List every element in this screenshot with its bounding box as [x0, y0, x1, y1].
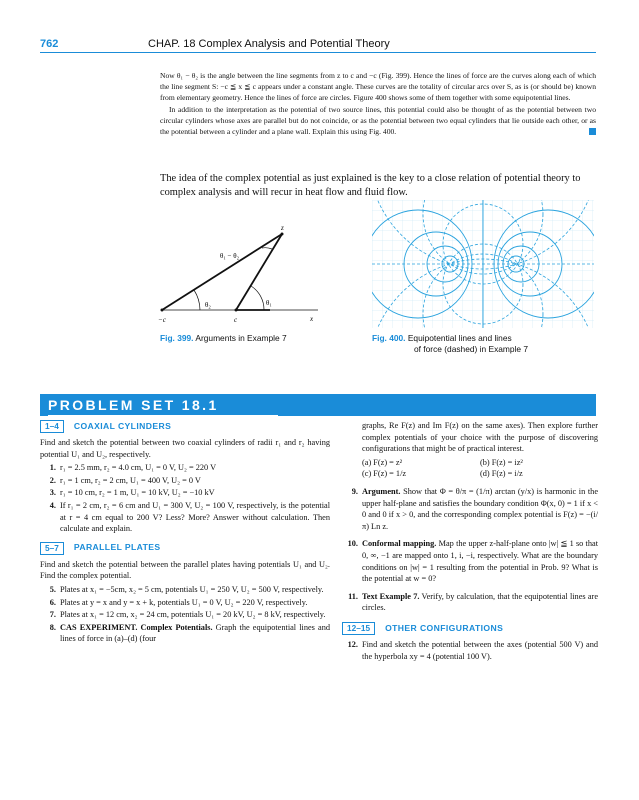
problem-9: [342, 486, 598, 532]
problem-number: 10.: [347, 539, 358, 549]
problem-1: [40, 462, 330, 474]
problem-text: Plates at y = x and y = x + k, potentials U₁ = 0 V, U₂ = 220 V, respectively.: [60, 597, 308, 607]
problem-text: [60, 622, 330, 645]
z-point: [281, 233, 284, 236]
x-label: x: [310, 315, 314, 323]
problem-number: 8.: [49, 622, 56, 632]
fig400-caption-line2: of force (dashed) in Example 7: [414, 344, 529, 354]
idea-paragraph: [160, 172, 596, 200]
intro-paragraph-2-text: In addition to the interpretation as the potential of two source lines, this potential could also be thought of as the potential between two circular cylinders whose axes are parallel but do not coincide, or as the potential between two equal cylinders that lie outside each other, or as the potential between a cylinder and a plane wall. Explain this using Fig. 400.: [160, 104, 596, 137]
fig400-diagram: [372, 200, 594, 328]
section-label: COAXIAL CYLINDERS: [73, 420, 172, 431]
minus-c-point: [161, 309, 164, 312]
c-point: [235, 309, 238, 312]
section-intro: Find and sketch the potential between two coaxial cylinders of radii r₁ and r₂ having potential U₁ and U₂, respectively.: [40, 438, 330, 459]
section-range-box: 5–7: [40, 542, 64, 555]
problem-number: 1.: [49, 463, 56, 473]
fig400-caption: [372, 333, 528, 355]
problem-11: [342, 591, 598, 614]
z-label: z: [281, 224, 284, 232]
problem-5: [40, 584, 330, 596]
problem-6: [40, 597, 330, 609]
idea-text: The idea of the complex potential as just explained is the key to a close relation of potential theory to complex analysis and will recur in heat flow and fluid flow.: [160, 173, 581, 198]
end-of-example-square: [589, 128, 596, 135]
problem-title: Text Example 7.: [362, 591, 420, 601]
segment-minus-c-to-z: [162, 234, 282, 310]
problem-number: 11.: [348, 591, 358, 601]
theta2-label: θ₂: [205, 301, 211, 309]
problem-number: 4.: [49, 500, 56, 510]
running-head: CHAP. 18 Complex Analysis and Potential Theory: [148, 38, 390, 50]
header-rule: [40, 52, 596, 53]
problem-8-continued: graphs, Re F(z) and Im F(z) on the same axes). Then explore further complex potentials of your choice with the purpose of discovering configurations that might be of practical interest.: [362, 421, 598, 454]
fig399-label: Fig. 399.: [160, 333, 194, 343]
problem-title: Conformal mapping.: [362, 539, 437, 549]
theta2-arc: [194, 290, 200, 310]
problem-number: 3.: [49, 488, 56, 498]
problem-8: [40, 622, 330, 645]
problem-number: 12.: [347, 639, 358, 649]
problem-12: [342, 639, 598, 662]
problem-number: 7.: [49, 610, 56, 620]
fig399-caption: [160, 333, 287, 344]
section-intro: Find and sketch the potential between the parallel plates having potentials U₁ and U₂. Find the complex potential.: [40, 559, 330, 581]
part-c: (c) F(z) = 1/z: [362, 469, 407, 479]
problem-4: [40, 500, 330, 535]
problem-text: Find and sketch the potential between the axes (potential 500 V) and the hyperbola xy = 4 (potential 100 V).: [362, 639, 598, 661]
intro-paragraph-2: [160, 104, 596, 138]
problem-set-title-rule: [48, 415, 278, 416]
problem-title: CAS EXPERIMENT. Complex Potentials.: [60, 622, 213, 632]
fig400-label: Fig. 400.: [372, 333, 406, 343]
part-d: (d) F(z) = i/z: [480, 469, 523, 479]
problem-text: If r₁ = 2 cm, r₂ = 6 cm and U₁ = 300 V, U₂ = 100 V, respectively, is the potential at r = 4 cm equal to 200 V? Less? More? Answer without calculation. Then calculate and explain.: [60, 500, 330, 534]
problem-title: Argument.: [362, 486, 401, 496]
part-a: (a) F(z) = z²: [362, 457, 403, 467]
problem-number: 9.: [351, 486, 358, 496]
problem-number: 2.: [49, 475, 56, 485]
theta1-arc: [251, 286, 264, 310]
problem-7: [40, 609, 330, 621]
fig399-diagram: [160, 226, 320, 330]
part-b: (b) F(z) = iz²: [480, 457, 523, 467]
problem-8-parts-ab: [342, 457, 598, 469]
theta1-label: θ₁: [266, 299, 272, 307]
right-column: [342, 420, 598, 663]
problem-body: Verify, by calculation, that the equipotential lines are circles.: [362, 591, 598, 613]
problem-10: [342, 538, 598, 584]
section-label: OTHER CONFIGURATIONS: [385, 622, 504, 633]
problem-body: Show that Φ = θ/π = (1/π) arctan (y/x) is harmonic in the upper half-plane and satisfies the boundary condition Φ(x, 0) = 1 if x < 0 and 0 if x > 0, and the corresponding complex potential is F(z) = −(i/π) Ln z.: [362, 486, 598, 531]
problem-text: [362, 538, 598, 584]
fig400-caption-line1: Equipotential lines and lines: [407, 333, 512, 343]
segment-c-to-z: [236, 234, 282, 310]
problem-text: Plates at x₁ = 12 cm, x₂ = 24 cm, potentials U₁ = 20 kV, U₂ = 8 kV, respectively.: [60, 610, 326, 620]
problem-2: [40, 475, 330, 487]
problem-text: Plates at x₁ = −5cm, x₂ = 5 cm, potentials U₁ = 250 V, U₂ = 500 V, respectively.: [60, 584, 324, 594]
intro-paragraph-1: Now θ₁ − θ₂ is the angle between the line segments from z to c and −c (Fig. 399). Hence the lines of force are the curves along each of which the line segment S: −c ≦ x ≦ c appears under a constant angle. These curves are the totality of circular arcs over S, as is (or should be) known from elementary geometry. Hence the lines of force are circles. Figure 400 shows some of them together with some equipotential lines.: [160, 71, 596, 103]
intro-text: [160, 70, 596, 137]
page-number: 762: [40, 38, 59, 50]
problem-body: Map the upper z-half-plane onto |w| ≦ 1 so that 0, ∞, −1 are mapped onto 1, i, −i, respectively. What are the boundary conditions on |w| = 1 resulting from the potential in Prob. 9? What is the potential at w = 0?: [362, 539, 599, 584]
problem-set-title: PROBLEM SET 18.1: [48, 397, 219, 413]
problem-text: [362, 591, 598, 614]
section-range-box: 12–15: [342, 622, 375, 635]
problem-8-parts-cd: [342, 468, 598, 480]
problem-text: r₁ = 2.5 mm, r₂ = 4.0 cm, U₁ = 0 V, U₂ = 220 V: [60, 463, 217, 473]
c-label: c: [234, 316, 238, 324]
problem-number: 6.: [49, 597, 56, 607]
section-header-other: [342, 622, 598, 635]
problem-3: [40, 487, 330, 499]
problem-text: [362, 486, 598, 532]
problem-text: r₁ = 1 cm, r₂ = 2 cm, U₁ = 400 V, U₂ = 0 V: [60, 475, 201, 485]
section-label: PARALLEL PLATES: [73, 542, 161, 553]
section-header-parallel: [40, 542, 330, 555]
minus-c-label: −c: [158, 316, 166, 324]
left-column: [40, 420, 330, 646]
angle-diff-label: θ₁ − θ₂: [220, 252, 240, 260]
problem-number: 5.: [49, 584, 56, 594]
fig399-caption-text: Arguments in Example 7: [195, 333, 287, 343]
section-range-box: 1–4: [40, 420, 64, 433]
section-header-coaxial: [40, 420, 330, 433]
problem-body: Graph the equipotential lines and lines of force in (a)–(d) (four: [60, 622, 330, 644]
angle-diff-arc: [262, 248, 272, 249]
problem-text: r₁ = 10 cm, r₂ = 1 m, U₁ = 10 kV, U₂ = −10 kV: [60, 488, 215, 498]
